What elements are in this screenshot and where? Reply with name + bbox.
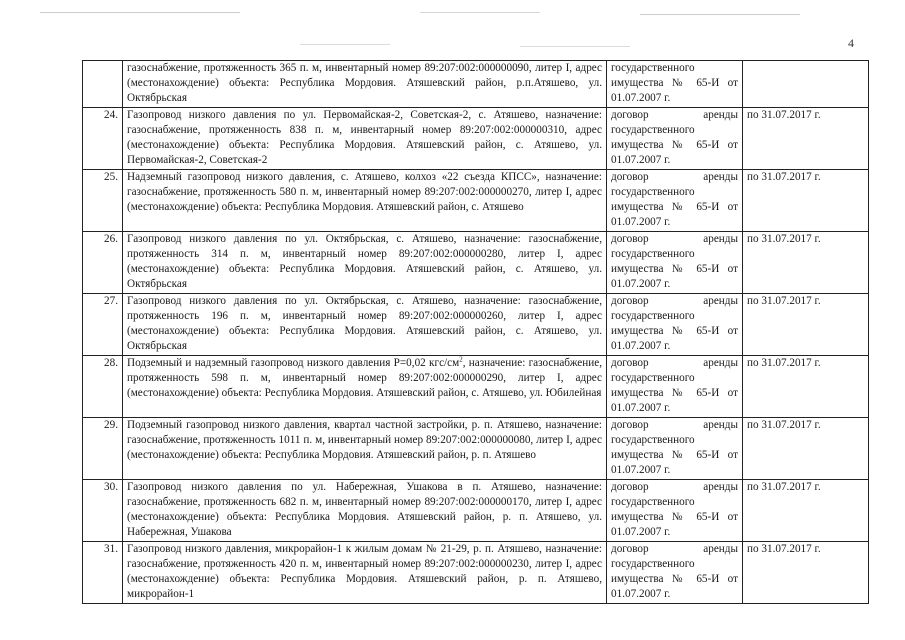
object-description: Газопровод низкого давления по ул. Октябрьская, с. Атяшево, назначение: газоснабжение, протяженность 314 п. м, инвентарный номер 89:207:002:000000280, литер I, адрес (местонахождение) объекта: Республика Мордовия. Атяшевский район, с. Атяшево, ул. Октябрьская — [123, 232, 607, 294]
row-number: 29. — [83, 418, 123, 480]
lease-basis: договор аренды государственного имущества № 65-И от 01.07.2007 г. — [607, 232, 743, 294]
table-row — [83, 356, 869, 418]
lease-basis: договор аренды государственного имущества № 65-И от 01.07.2007 г. — [607, 170, 743, 232]
lease-term: по 31.07.2017 г. — [743, 170, 869, 232]
lease-term: по 31.07.2017 г. — [743, 232, 869, 294]
row-number: 30. — [83, 480, 123, 542]
object-description: Газопровод низкого давления по ул. Первомайская-2, Советская-2, с. Атяшево, назначение: газоснабжение, протяженность 838 п. м, инвентарный номер 89:207:002:000000310, адрес (местонахождение) объекта: Республика Мордовия. Атяшевский район, с. Атяшево, ул. Первомайская-2, Советская-2 — [123, 108, 607, 170]
lease-basis: договор аренды государственного имущества № 65-И от 01.07.2007 г. — [607, 418, 743, 480]
table-row — [83, 108, 869, 170]
lease-term: по 31.07.2017 г. — [743, 108, 869, 170]
row-number: 24. — [83, 108, 123, 170]
lease-basis: государственного имущества № 65-И от 01.07.2007 г. — [607, 61, 743, 108]
row-number: 31. — [83, 542, 123, 604]
scan-artifact — [640, 14, 800, 15]
row-number: 26. — [83, 232, 123, 294]
row-number: 28. — [83, 356, 123, 418]
lease-basis: договор аренды государственного имущества № 65-И от 01.07.2007 г. — [607, 542, 743, 604]
row-number: 27. — [83, 294, 123, 356]
object-description: Газопровод низкого давления по ул. Октябрьская, с. Атяшево, назначение: газоснабжение, протяженность 196 п. м, инвентарный номер 89:207:002:000000260, литер I, адрес (местонахождение) объекта: Республика Мордовия. Атяшевский район, с. Атяшево, ул. Октябрьская — [123, 294, 607, 356]
lease-term: по 31.07.2017 г. — [743, 356, 869, 418]
object-description: газоснабжение, протяженность 365 п. м, инвентарный номер 89:207:002:000000090, литер I, адрес (местонахождение) объекта: Республика Мордовия. Атяшевский район, р.п.Атяшево, ул. Октябрьская — [123, 61, 607, 108]
table-row — [83, 542, 869, 604]
lease-basis: договор аренды государственного имущества № 65-И от 01.07.2007 г. — [607, 356, 743, 418]
table-row — [83, 232, 869, 294]
table-row — [83, 418, 869, 480]
scan-artifact — [520, 46, 630, 47]
object-description: Газопровод низкого давления, микрорайон-1 к жилым домам № 21-29, р. п. Атяшево, назначение: газоснабжение, протяженность 420 п. м, инвентарный номер 89:207:002:000000230, литер I, адрес (местонахождение) объекта: Республика Мордовия. Атяшевский район, р. п. Атяшево, микрорайон-1 — [123, 542, 607, 604]
lease-term: по 31.07.2017 г. — [743, 418, 869, 480]
scan-artifact — [40, 12, 240, 13]
object-description: Подземный газопровод низкого давления, квартал частной застройки, р. п. Атяшево, назначение: газоснабжение, протяженность 1011 п. м, инвентарный номер 89:207:002:000000080, литер I, адрес (местонахождение) объекта: Республика Мордовия. Атяшевский район, р. п. Атяшево — [123, 418, 607, 480]
table-row — [83, 61, 869, 108]
lease-term: по 31.07.2017 г. — [743, 480, 869, 542]
table-row — [83, 170, 869, 232]
object-description — [123, 356, 607, 418]
lease-basis: договор аренды государственного имущества № 65-И от 01.07.2007 г. — [607, 480, 743, 542]
unit-superscript: 2 — [459, 355, 463, 364]
scan-artifact — [420, 12, 540, 13]
page-number: 4 — [848, 36, 854, 50]
description-text-end: , назначение: газоснабжение, протяженность 598 п. м, инвентарный номер 89:207:002:000000290, литер I, адрес (местонахождение) объекта: Республика Мордовия. Атяшевский район, с. Атяшево, ул. Юбилейная — [127, 357, 602, 399]
row-number: 25. — [83, 170, 123, 232]
scan-artifact — [300, 44, 390, 45]
lease-term: по 31.07.2017 г. — [743, 294, 869, 356]
object-description: Надземный газопровод низкого давления, с. Атяшево, колхоз «22 съезда КПСС», назначение: газоснабжение, протяженность 580 п. м, инвентарный номер 89:207:002:000000270, литер I, адрес (местонахождение) объекта: Республика Мордовия. Атяшевский район, с. Атяшево — [123, 170, 607, 232]
property-registry-table — [82, 60, 869, 604]
table-row — [83, 294, 869, 356]
lease-term: по 31.07.2017 г. — [743, 542, 869, 604]
object-description: Газопровод низкого давления по ул. Набережная, Ушакова в п. Атяшево, назначение: газоснабжение, протяженность 682 п. м, инвентарный номер 89:207:002:000000170, литер I, адрес (местонахождение) объекта: Республика Мордовия. Атяшевский район, р. п. Атяшево, ул. Набережная, Ушакова — [123, 480, 607, 542]
lease-basis: договор аренды государственного имущества № 65-И от 01.07.2007 г. — [607, 294, 743, 356]
lease-basis: договор аренды государственного имущества № 65-И от 01.07.2007 г. — [607, 108, 743, 170]
lease-term — [743, 61, 869, 108]
row-number — [83, 61, 123, 108]
table-row — [83, 480, 869, 542]
description-text-start: Подземный и надземный газопровод низкого давления Р=0,02 кгс/см — [127, 357, 460, 369]
